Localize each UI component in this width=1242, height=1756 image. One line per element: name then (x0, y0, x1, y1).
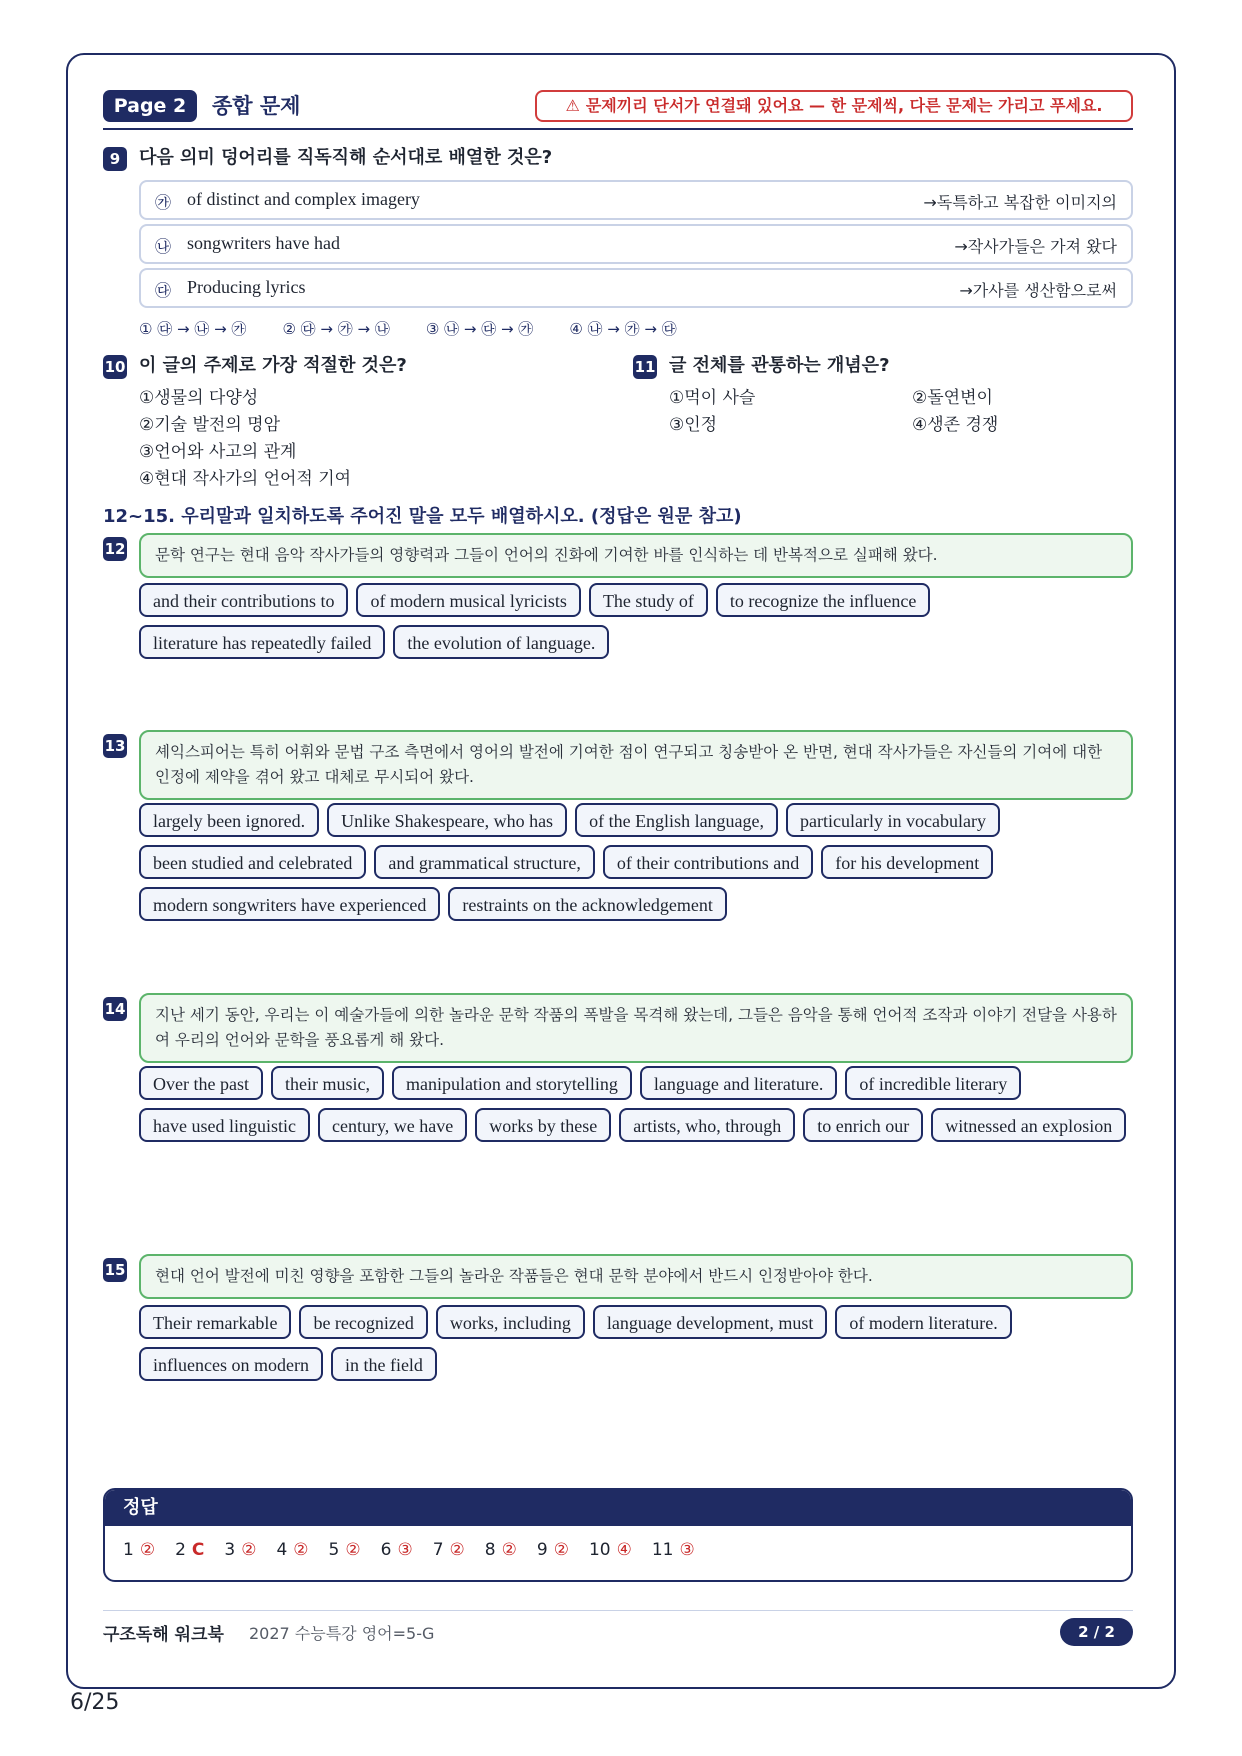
option-2[interactable]: ②돌연변이 (912, 388, 993, 408)
word-chip[interactable]: largely been ignored. (139, 803, 319, 837)
answer-item: 5 ② (328, 1540, 361, 1560)
warning-text: 문제끼리 단서가 연결돼 있어요 — 한 문제씩, 다른 문제는 가리고 푸세요. (585, 96, 1103, 115)
option-4[interactable]: ④현대 작사가의 언어적 기여 (139, 469, 352, 489)
footer-divider (103, 1610, 1133, 1611)
section-heading: 12~15. 우리말과 일치하도록 주어진 말을 모두 배열하시오. (정답은 원문 참고) (103, 506, 742, 527)
answer-item: 1 ② (123, 1540, 156, 1560)
answer-key-box (103, 1488, 1133, 1582)
word-chip[interactable]: the evolution of language. (393, 625, 609, 659)
word-chip[interactable]: and grammatical structure, (374, 845, 594, 879)
chunk-mark: ㉰ (155, 281, 172, 300)
page-badge: Page 2 (103, 90, 197, 122)
header-divider (103, 128, 1133, 130)
chunk-english: songwriters have had (187, 233, 340, 253)
korean-sentence-box: 문학 연구는 현대 음악 작사가들의 영향력과 그들이 언어의 진화에 기여한 바를 인식하는 데 반복적으로 실패해 왔다. (139, 533, 1133, 578)
korean-sentence-box: 현대 언어 발전에 미친 영향을 포함한 그들의 놀라운 작품들은 현대 문학 분야에서 반드시 인정받아야 한다. (139, 1254, 1133, 1299)
answer-item: 7 ② (432, 1540, 465, 1560)
word-chip[interactable]: artists, who, through (619, 1108, 795, 1142)
korean-sentence-box: 지난 세기 동안, 우리는 이 예술가들에 의한 놀라운 문학 작품의 폭발을 목격해 왔는데, 그들은 음악을 통해 언어적 조작과 이야기 전달을 사용하여 우리의 언어와 문학을 풍요롭게 해 왔다. (139, 993, 1133, 1063)
word-bank (139, 803, 1133, 921)
word-chip[interactable]: modern songwriters have experienced (139, 887, 440, 921)
option-2[interactable]: ②기술 발전의 명암 (139, 415, 281, 435)
word-chip[interactable]: of their contributions and (603, 845, 813, 879)
word-chip[interactable]: for his development (821, 845, 993, 879)
question-number-13: 13 (103, 734, 127, 758)
footer-page-indicator: 2 / 2 (1060, 1618, 1133, 1646)
question-11-option-col-right (912, 385, 998, 439)
word-chip[interactable]: language development, must (593, 1305, 827, 1339)
word-chip[interactable]: be recognized (299, 1305, 427, 1339)
word-chip[interactable]: works by these (475, 1108, 611, 1142)
word-chip[interactable]: manipulation and storytelling (392, 1066, 632, 1100)
question-9-options (139, 318, 677, 339)
document-page-counter: 6/25 (70, 1690, 120, 1715)
word-chip[interactable]: and their contributions to (139, 583, 348, 617)
word-chip[interactable]: to recognize the influence (716, 583, 930, 617)
option-4[interactable]: ④ ㉯ → ㉮ → ㉰ (569, 320, 677, 338)
word-chip[interactable]: in the field (331, 1347, 437, 1381)
word-chip[interactable]: The study of (589, 583, 708, 617)
option-4[interactable]: ④생존 경쟁 (912, 415, 999, 435)
question-number-14: 14 (103, 997, 127, 1021)
chunk-english: Producing lyrics (187, 277, 306, 297)
answer-key-row (105, 1526, 1131, 1560)
answer-item: 9 ② (536, 1540, 569, 1560)
chunk-mark: ㉮ (155, 193, 172, 212)
word-chip[interactable]: of the English language, (575, 803, 778, 837)
word-chip[interactable]: of modern musical lyricists (356, 583, 580, 617)
option-3[interactable]: ③인정 (669, 415, 718, 435)
word-chip[interactable]: Unlike Shakespeare, who has (327, 803, 567, 837)
word-chip[interactable]: particularly in vocabulary (786, 803, 1000, 837)
chunk-mark: ㉯ (155, 237, 172, 256)
page-title: 종합 문제 (212, 94, 301, 118)
question-number-9: 9 (103, 147, 127, 171)
question-number-12: 12 (103, 537, 127, 561)
word-chip[interactable]: have used linguistic (139, 1108, 310, 1142)
option-1[interactable]: ①생물의 다양성 (139, 388, 259, 408)
word-chip[interactable]: influences on modern (139, 1347, 323, 1381)
answer-item: 11 ③ (651, 1540, 695, 1560)
question-11-option-col-left (669, 385, 755, 439)
korean-sentence-box: 셰익스피어는 특히 어휘와 문법 구조 측면에서 영어의 발전에 기여한 점이 연구되고 칭송받아 온 반면, 현대 작사가들은 자신들의 기여에 대한 인정에 제약을 겪어 왔고 대체로 무시되어 왔다. (139, 730, 1133, 800)
word-bank (139, 583, 1133, 659)
option-2[interactable]: ② ㉰ → ㉮ → ㉯ (282, 320, 390, 338)
warning-triangle-icon: ⚠ (565, 96, 580, 115)
chunk-english: of distinct and complex imagery (187, 189, 420, 209)
answer-item: 8 ② (484, 1540, 517, 1560)
question-11-text: 글 전체를 관통하는 개념은? (669, 355, 890, 376)
word-chip[interactable]: Their remarkable (139, 1305, 291, 1339)
footer-subtitle: 2027 수능특강 영어=5-G (249, 1624, 435, 1643)
option-1[interactable]: ① ㉰ → ㉯ → ㉮ (139, 320, 247, 338)
chunk-card (139, 268, 1133, 308)
answer-item: 2 C (175, 1540, 205, 1560)
option-1[interactable]: ①먹이 사슬 (669, 388, 756, 408)
question-number-10: 10 (103, 355, 127, 379)
chunk-card (139, 180, 1133, 220)
word-chip[interactable]: Over the past (139, 1066, 263, 1100)
word-bank (139, 1066, 1133, 1142)
chunk-korean: →독특하고 복잡한 이미지의 (923, 193, 1117, 212)
word-bank (139, 1305, 1133, 1381)
word-chip[interactable]: century, we have (318, 1108, 467, 1142)
answer-key-title: 정답 (105, 1490, 1131, 1526)
answer-item: 3 ② (224, 1540, 257, 1560)
question-10-text: 이 글의 주제로 가장 적절한 것은? (139, 355, 407, 376)
question-10-options (139, 385, 351, 493)
word-chip[interactable]: to enrich our (803, 1108, 923, 1142)
option-3[interactable]: ③언어와 사고의 관계 (139, 442, 297, 462)
answer-item: 6 ③ (380, 1540, 413, 1560)
word-chip[interactable]: of incredible literary (845, 1066, 1021, 1100)
warning-banner (535, 90, 1133, 122)
word-chip[interactable]: works, including (436, 1305, 585, 1339)
footer-title: 구조독해 워크북 (103, 1625, 224, 1645)
chunk-korean: →작사가들은 가져 왔다 (954, 237, 1117, 256)
question-number-11: 11 (633, 355, 657, 379)
word-chip[interactable]: their music, (271, 1066, 384, 1100)
word-chip[interactable]: language and literature. (640, 1066, 837, 1100)
word-chip[interactable]: witnessed an explosion (931, 1108, 1126, 1142)
word-chip[interactable]: literature has repeatedly failed (139, 625, 385, 659)
word-chip[interactable]: been studied and celebrated (139, 845, 366, 879)
option-3[interactable]: ③ ㉯ → ㉰ → ㉮ (425, 320, 534, 338)
answer-item: 10 ④ (588, 1540, 632, 1560)
chunk-korean: →가사를 생산함으로써 (959, 281, 1117, 300)
question-number-15: 15 (103, 1258, 127, 1282)
answer-item: 4 ② (276, 1540, 309, 1560)
word-chip[interactable]: of modern literature. (835, 1305, 1011, 1339)
question-9-text: 다음 의미 덩어리를 직독직해 순서대로 배열한 것은? (139, 147, 553, 168)
chunk-card (139, 224, 1133, 264)
word-chip[interactable]: restraints on the acknowledgement (448, 887, 726, 921)
